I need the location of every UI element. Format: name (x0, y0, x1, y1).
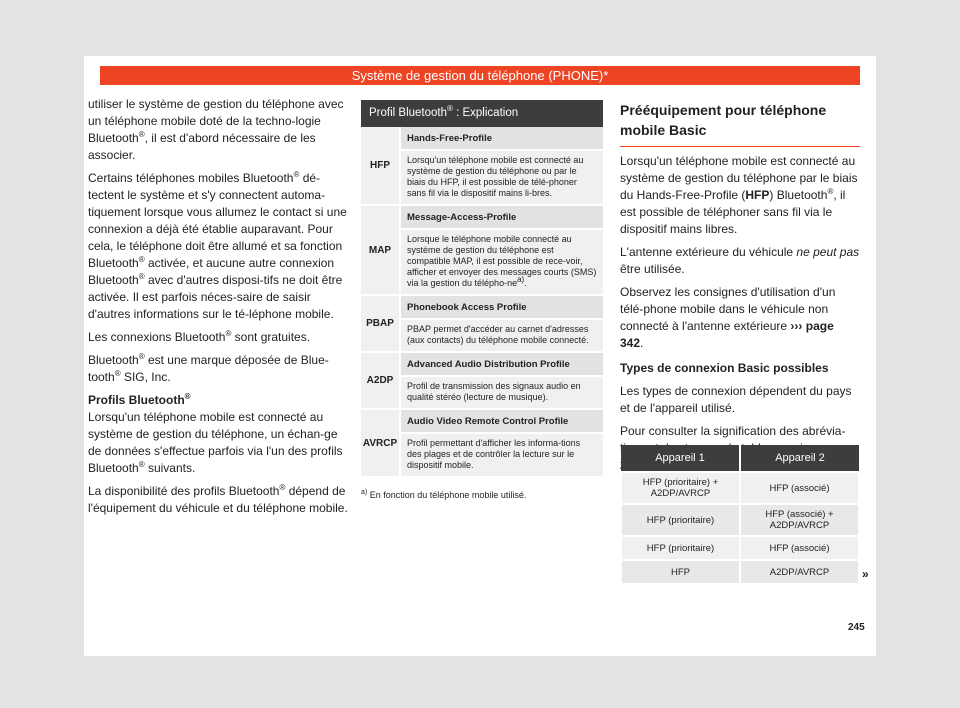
profile-title: Phonebook Access Profile (401, 296, 603, 320)
profile-text: Lorsqu'un téléphone mobile est connecté au système de gestion du téléphone ou par le biais du HFP, il est possible de télé-phoner sans fil via le dispositif mains li-bres. (401, 151, 603, 204)
paragraph: Bluetooth® est une marque déposée de Blue-tooth® SIG, Inc. (88, 352, 329, 384)
profile-text: Profil de transmission des signaux audio en qualité stéréo (lecture de musique). (401, 377, 603, 408)
paragraph: utiliser le système de gestion du téléphone avec un téléphone mobile doté de la techno-logie Bluetooth®, il est d'abord nécessaire de les associer. (88, 97, 344, 162)
cross-reference-arrow-icon: ››› (790, 319, 803, 333)
footnote: $^{a)}$ En fonction du téléphone mobile utilisé. (361, 489, 527, 500)
table-cell: HFP (prioritaire) (621, 504, 740, 536)
paragraph: Lorsqu'un téléphone mobile est connecté au système de gestion du téléphone, un échan-ge de données s'effectue parfois via l'un des profils Bluetooth® suivants. (88, 410, 343, 475)
table-cell: HFP (associé) (740, 472, 859, 504)
table-row (621, 536, 859, 560)
paragraph: Certains téléphones mobiles Bluetooth® dé-tectent le système et s'y connectent automa-tiquement lorsque vous allumez le contact si une connexion a déjà été établie auparavant. Pour cela, le téléphone doit être allumé et sa fonction Bluetooth® activée, et aucune autre connexion Bluetooth® avec d'autres disposi-tifs ne doit être activée. Il est parfois néces-saire de saisir d'autres informations sur le té-léphone mobile. (88, 170, 347, 321)
table-cell: A2DP/AVRCP (740, 560, 859, 584)
table-cell: HFP (prioritaire) + A2DP/AVRCP (621, 472, 740, 504)
profiles-table-header: Profil Bluetooth® : Explication (361, 100, 603, 127)
paragraph: Observez les consignes d'utilisation d'un télé-phone mobile dans le véhicule non connecté à l'antenne extérieure ››› page 342. (620, 285, 836, 350)
paragraph: Les types de connexion dépendent du pays et de l'appareil utilisé. (620, 384, 852, 415)
continue-mark: » (862, 567, 869, 581)
page-header: Système de gestion du téléphone (PHONE)* (100, 66, 860, 85)
profile-abbr: HFP (361, 127, 401, 204)
section-heading: Profils Bluetooth® (88, 392, 191, 407)
table-row (361, 410, 603, 478)
profile-text: PBAP permet d'accéder au carnet d'adresses (aux contacts) du téléphone mobile connecté. (401, 320, 603, 351)
profile-abbr: PBAP (361, 296, 401, 351)
paragraph: Pour consulter la signification des abrévia- (620, 423, 860, 474)
profile-abbr: MAP (361, 206, 401, 294)
table-cell: HFP (associé) (740, 536, 859, 560)
profile-title: Hands-Free-Profile (401, 127, 603, 151)
profile-title: Advanced Audio Distribution Profile (401, 353, 603, 377)
column-right (620, 100, 860, 474)
profile-title: Message-Access-Profile (401, 206, 603, 230)
profile-title: Audio Video Remote Control Profile (401, 410, 603, 434)
paragraph: L'antenne extérieure du véhicule ne peut pas être utilisée. (620, 245, 860, 276)
devices-table (620, 445, 860, 585)
table-cell: HFP (621, 560, 740, 584)
page-link[interactable]: page 342 (620, 319, 834, 350)
profile-abbr: AVRCP (361, 410, 401, 476)
profile-abbr: A2DP (361, 353, 401, 408)
profile-text: Profil permettant d'afficher les informa-tions des plages et de contrôler la lecture sur le dispositif mobile. (401, 434, 603, 476)
paragraph: Les connexions Bluetooth® sont gratuites. (88, 329, 311, 344)
column-header: Appareil 2 (740, 445, 859, 472)
page-number: 245 (848, 622, 865, 633)
section-title: Prééquipement pour téléphone mobile Basic (620, 100, 860, 147)
table-row (361, 353, 603, 410)
paragraph: Lorsqu'un téléphone mobile est connecté au système de gestion du téléphone par le biais du Hands-Free-Profile (HFP) Bluetooth®, il est possible de téléphoner sans fil via le dispositif mains libres. (620, 154, 858, 236)
column-left (88, 96, 350, 523)
paragraph: La disponibilité des profils Bluetooth® dépend de l'équipement du véhicule et du téléphone mobile. (88, 483, 348, 515)
table-row (361, 127, 603, 206)
table-cell: HFP (prioritaire) (621, 536, 740, 560)
section-heading: Types de connexion Basic possibles (620, 361, 829, 375)
table-row (621, 504, 859, 536)
profiles-table (361, 100, 603, 500)
table-row (361, 206, 603, 296)
column-header: Appareil 1 (621, 445, 740, 472)
profile-text: Lorsque le téléphone mobile connecté au système de gestion du téléphone est compatible MAP, il est possible de rece-voir, afficher et envoyer des messages courts (SMS) via la gestion du télépho-nea). (401, 230, 603, 294)
table-row (621, 560, 859, 584)
table-row (621, 472, 859, 504)
table-cell: HFP (associé) + A2DP/AVRCP (740, 504, 859, 536)
table-row (361, 296, 603, 353)
